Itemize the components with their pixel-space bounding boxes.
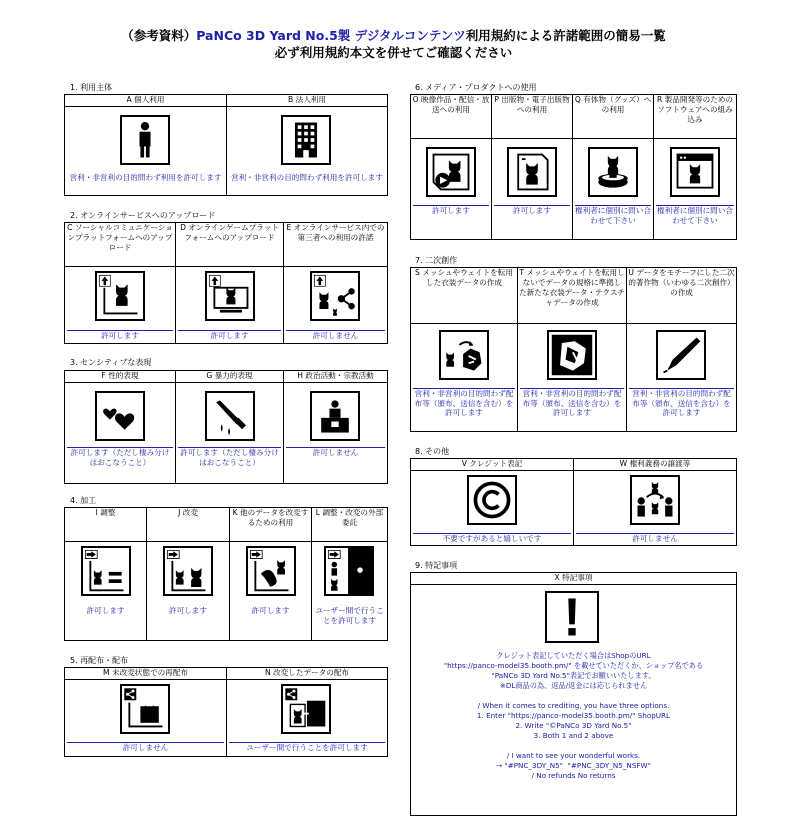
cloth-transfer-icon xyxy=(439,330,489,380)
status-text: 許可します xyxy=(413,205,489,216)
col-header: U データをモチーフにした二次的著作物（いわゆる二次創作）の作成 xyxy=(627,268,736,324)
col-cell xyxy=(411,139,492,239)
status-text: ユーザー間で行うことを許可します xyxy=(229,742,385,753)
col-cell xyxy=(65,107,227,195)
modify-icon xyxy=(163,546,213,596)
col-header: E オンラインサービス内での第三者への利用の許諾 xyxy=(284,223,387,267)
adjust-equal-icon xyxy=(81,546,131,596)
status-text: 許可します xyxy=(178,330,281,341)
status-text: 権利者に個別に問い合わせて下さい xyxy=(657,206,733,225)
status-text: 営利・非営利の目的問わず配布等（頒布、送信を含む）を許可します xyxy=(629,388,734,418)
status-text: 許可します xyxy=(494,205,570,216)
status-text: 営利・非営利の目的問わず配布等（頒布、送信を含む）を許可します xyxy=(414,389,514,418)
col-header: F 性的表現 xyxy=(65,371,176,383)
hearts-icon xyxy=(95,391,145,441)
section-1-table xyxy=(64,94,388,196)
share-modified-icon xyxy=(281,684,331,734)
col-cell xyxy=(65,383,176,483)
col-cell xyxy=(574,471,736,545)
status-text: 許可しません xyxy=(286,447,385,458)
share-icon xyxy=(120,684,170,734)
col-header: C ソーシャルコミュニケーションプラットフォームへのアップロード xyxy=(65,223,176,267)
section-8-table xyxy=(410,458,737,546)
col-header: J 改変 xyxy=(147,508,230,542)
col-cell xyxy=(518,324,627,431)
title-prefix: （参考資料） xyxy=(121,28,197,43)
video-icon xyxy=(426,147,476,197)
col-cell xyxy=(65,542,147,640)
upload-network-icon xyxy=(310,271,360,321)
status-text: 権利者に個別に問い合わせて下さい xyxy=(575,206,651,225)
col-header: X 特記事項 xyxy=(411,573,736,585)
section-6-table xyxy=(410,94,737,240)
col-header: R 製品開発等のためのソフトウェアへの組み込み xyxy=(654,95,736,139)
col-header: G 暴力的表現 xyxy=(176,371,284,383)
col-cell xyxy=(284,383,387,483)
knife-icon xyxy=(205,391,255,441)
status-text: 許可しません xyxy=(67,742,224,753)
col-cell xyxy=(227,680,387,756)
col-cell xyxy=(65,680,227,756)
status-text: 営利・非営利の目的問わず配布等（頒布、送信を含む）を許可します xyxy=(520,388,624,418)
cloth-icon xyxy=(547,330,597,380)
col-cell xyxy=(627,324,736,431)
section-5-table xyxy=(64,667,388,757)
page-title-line1 xyxy=(0,26,787,44)
col-cell xyxy=(230,542,312,640)
section-1-title: 1. 利用主体 xyxy=(70,83,113,92)
section-3-table xyxy=(64,370,388,484)
section-9-table xyxy=(410,572,737,816)
status-text: 許可します xyxy=(67,330,173,341)
status-text: 許可しません xyxy=(576,533,734,544)
exclamation-icon xyxy=(545,591,599,643)
status-text: ユーザー間で行うことを許可します xyxy=(315,606,384,625)
section-3-title: 3. センシティブな表現 xyxy=(70,358,152,367)
col-header: H 政治活動・宗教活動 xyxy=(284,371,387,383)
section-2-title: 2. オンラインサービスへのアップロード xyxy=(70,211,216,220)
transfer-icon xyxy=(630,475,680,525)
status-text: 営利・非営利の目的問わず利用を許可します xyxy=(231,173,383,182)
publication-icon xyxy=(507,147,557,197)
col-cell xyxy=(411,324,518,431)
col-header: W 権利義務の譲渡等 xyxy=(574,459,736,471)
col-cell xyxy=(284,267,387,343)
col-header: D オンラインゲームプラットフォームへのアップロード xyxy=(176,223,284,267)
status-text: 不要ですがあると嬉しいです xyxy=(413,533,571,544)
status-text: 許可します xyxy=(169,606,207,615)
col-header: Q 有体物（グッズ）への利用 xyxy=(573,95,654,139)
status-text: 許可します（ただし棲み分けはおこなうこと） xyxy=(178,447,281,467)
col-header: P 出版物・電子出版物への利用 xyxy=(492,95,573,139)
status-text: 許可します xyxy=(86,606,125,615)
software-icon xyxy=(670,147,720,197)
section-7-table xyxy=(410,267,737,432)
status-text: 許可します（ただし棲み分けはおこなうこと） xyxy=(67,447,173,467)
col-header: N 改変したデータの配布 xyxy=(227,668,387,680)
building-icon xyxy=(281,115,331,165)
figure-icon xyxy=(588,147,638,197)
outsource-icon xyxy=(324,546,374,596)
status-text: 営利・非営利の目的問わず利用を許可します xyxy=(69,173,222,182)
col-header: A 個人利用 xyxy=(65,95,227,107)
modify-other-icon xyxy=(246,546,296,596)
col-cell xyxy=(312,542,387,640)
col-cell xyxy=(176,383,284,483)
section-2-table xyxy=(64,222,388,344)
section-7-title: 7. 二次創作 xyxy=(415,256,458,265)
col-header: I 調整 xyxy=(65,508,147,542)
col-cell xyxy=(654,139,736,239)
upload-share-icon xyxy=(95,271,145,321)
section-6-title: 6. メディア・プロダクトへの使用 xyxy=(415,83,537,92)
status-text: 許可しません xyxy=(286,330,385,341)
col-cell xyxy=(492,139,573,239)
col-header: M 未改変状態での再配布 xyxy=(65,668,227,680)
col-cell xyxy=(65,267,176,343)
section-5-title: 5. 再配布・配布 xyxy=(70,656,129,665)
col-header: L 調整・改変の外部委託 xyxy=(312,508,387,542)
section-9-title: 9. 特記事項 xyxy=(415,561,458,570)
col-cell xyxy=(227,107,387,195)
page-title-line2: 必ず利用規約本文を併せてご確認ください xyxy=(274,45,513,60)
col-cell xyxy=(573,139,654,239)
section-4-table xyxy=(64,507,388,641)
special-notes-text: クレジット表記していただく場合はShopのURL "https://panco-model35.booth.pm/" を載せていただくか、ショップ名である "PaNCo 3D Yard No.5"表記でお願いいたします。 ※DL商品の為、返品/返金には応じられません / When it comes to crediting, you have three options. 1. Enter "https://panco-model35.booth.pm/" ShopURL 2. Write "©PaNCo 3D Yard No.5" 3. Both 1 and 2 above / I want to see your wonderful works. → "#PNC_3DY_N5" "#PNC_3DY_N5_NSFW" / No refunds No returns xyxy=(443,651,704,780)
status-text: 許可します xyxy=(251,606,290,615)
col-header: B 法人利用 xyxy=(227,95,387,107)
col-header: K 他のデータを改変するための利用 xyxy=(230,508,312,542)
col-cell xyxy=(147,542,230,640)
copyright-icon xyxy=(467,475,517,525)
section-4-title: 4. 加工 xyxy=(70,496,97,505)
person-icon xyxy=(120,115,170,165)
title-suffix: 利用規約による許諾範囲の簡易一覧 xyxy=(465,28,666,43)
col-cell xyxy=(411,471,574,545)
col-header: V クレジット表記 xyxy=(411,459,574,471)
col-header: S メッシュやウェイトを転用した衣装データの作成 xyxy=(411,268,518,324)
upload-monitor-icon xyxy=(205,271,255,321)
title-brand: PaNCo 3D Yard No.5製 デジタルコンテンツ xyxy=(196,28,466,43)
section-8-title: 8. その他 xyxy=(415,447,450,456)
podium-icon xyxy=(310,391,360,441)
col-header: O 映像作品・配信・放送への利用 xyxy=(411,95,492,139)
pen-icon xyxy=(656,330,706,380)
col-cell xyxy=(176,267,284,343)
col-header: T メッシュやウェイトを転用しないでデータの規格に準拠した新たな衣装データ・テクスチャデータの作成 xyxy=(518,268,627,324)
